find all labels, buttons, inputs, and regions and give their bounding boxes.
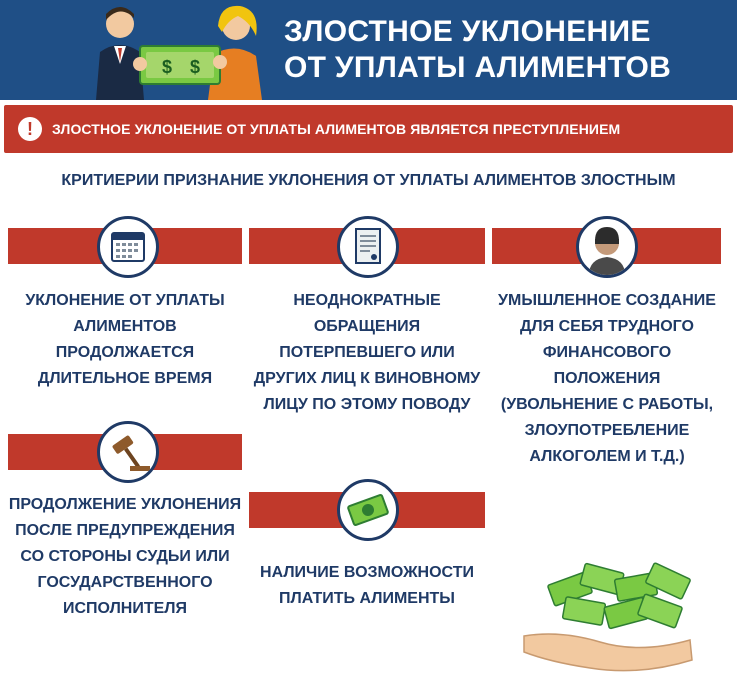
- criteria-heading: КРИТИЕРИИ ПРИЗНАНИЕ УКЛОНЕНИЯ ОТ УПЛАТЫ АЛИМЕНТОВ ЗЛОСТНЫМ: [61, 172, 676, 189]
- header-banner: [0, 0, 737, 100]
- gavel-icon: [97, 421, 159, 483]
- hand-with-money-icon: [520, 560, 700, 680]
- title-line-2: ОТ УПЛАТЫ АЛИМЕНТОВ: [284, 51, 672, 84]
- criterion-2-text: НЕОДНОКРАТНЫЕ ОБРАЩЕНИЯ ПОТЕРПЕВШЕГО ИЛИ ДРУГИХ ЛИЦ К ВИНОВНОМУ ЛИЦУ ПО ЭТОМУ ПОВОДУ: [253, 292, 481, 413]
- svg-text:$: $: [190, 57, 201, 77]
- page-title: [284, 14, 724, 86]
- couple-arguing-over-money-icon: [78, 2, 278, 100]
- masked-person-icon: [576, 216, 638, 278]
- warning-text: ЗЛОСТНОЕ УКЛОНЕНИЕ ОТ УПЛАТЫ АЛИМЕНТОВ ЯВЛЯЕТСЯ ПРЕСТУПЛЕНИЕМ: [52, 121, 621, 137]
- criterion-4-text: ПРОДОЛЖЕНИЕ УКЛОНЕНИЯ ПОСЛЕ ПРЕДУПРЕЖДЕНИЯ СО СТОРОНЫ СУДЬИ ИЛИ ГОСУДАРСТВЕННОГО ИСПОЛНИТЕЛЯ: [8, 496, 242, 617]
- money-bill-icon: [337, 479, 399, 541]
- criterion-1-text: УКЛОНЕНИЕ ОТ УПЛАТЫ АЛИМЕНТОВ ПРОДОЛЖАЕТСЯ ДЛИТЕЛЬНОЕ ВРЕМЯ: [25, 292, 225, 387]
- title-line-1: ЗЛОСТНОЕ УКЛОНЕНИЕ: [284, 15, 651, 48]
- criterion-5-text: НАЛИЧИЕ ВОЗМОЖНОСТИ ПЛАТИТЬ АЛИМЕНТЫ: [260, 564, 474, 607]
- warning-banner: [0, 100, 737, 158]
- criterion-3-text: УМЫШЛЕННОЕ СОЗДАНИЕ ДЛЯ СЕБЯ ТРУДНОГО ФИНАНСОВОГО ПОЛОЖЕНИЯ (УВОЛЬНЕНИЕ С РАБОТЫ, ЗЛОУПОТРЕБЛЕНИЕ АЛКОГОЛЕМ И Т.Д.): [498, 292, 716, 465]
- svg-text:$: $: [162, 57, 173, 77]
- warning-bar: [4, 105, 733, 153]
- document-icon: [337, 216, 399, 278]
- calendar-icon: [97, 216, 159, 278]
- exclamation-icon: !: [18, 117, 42, 141]
